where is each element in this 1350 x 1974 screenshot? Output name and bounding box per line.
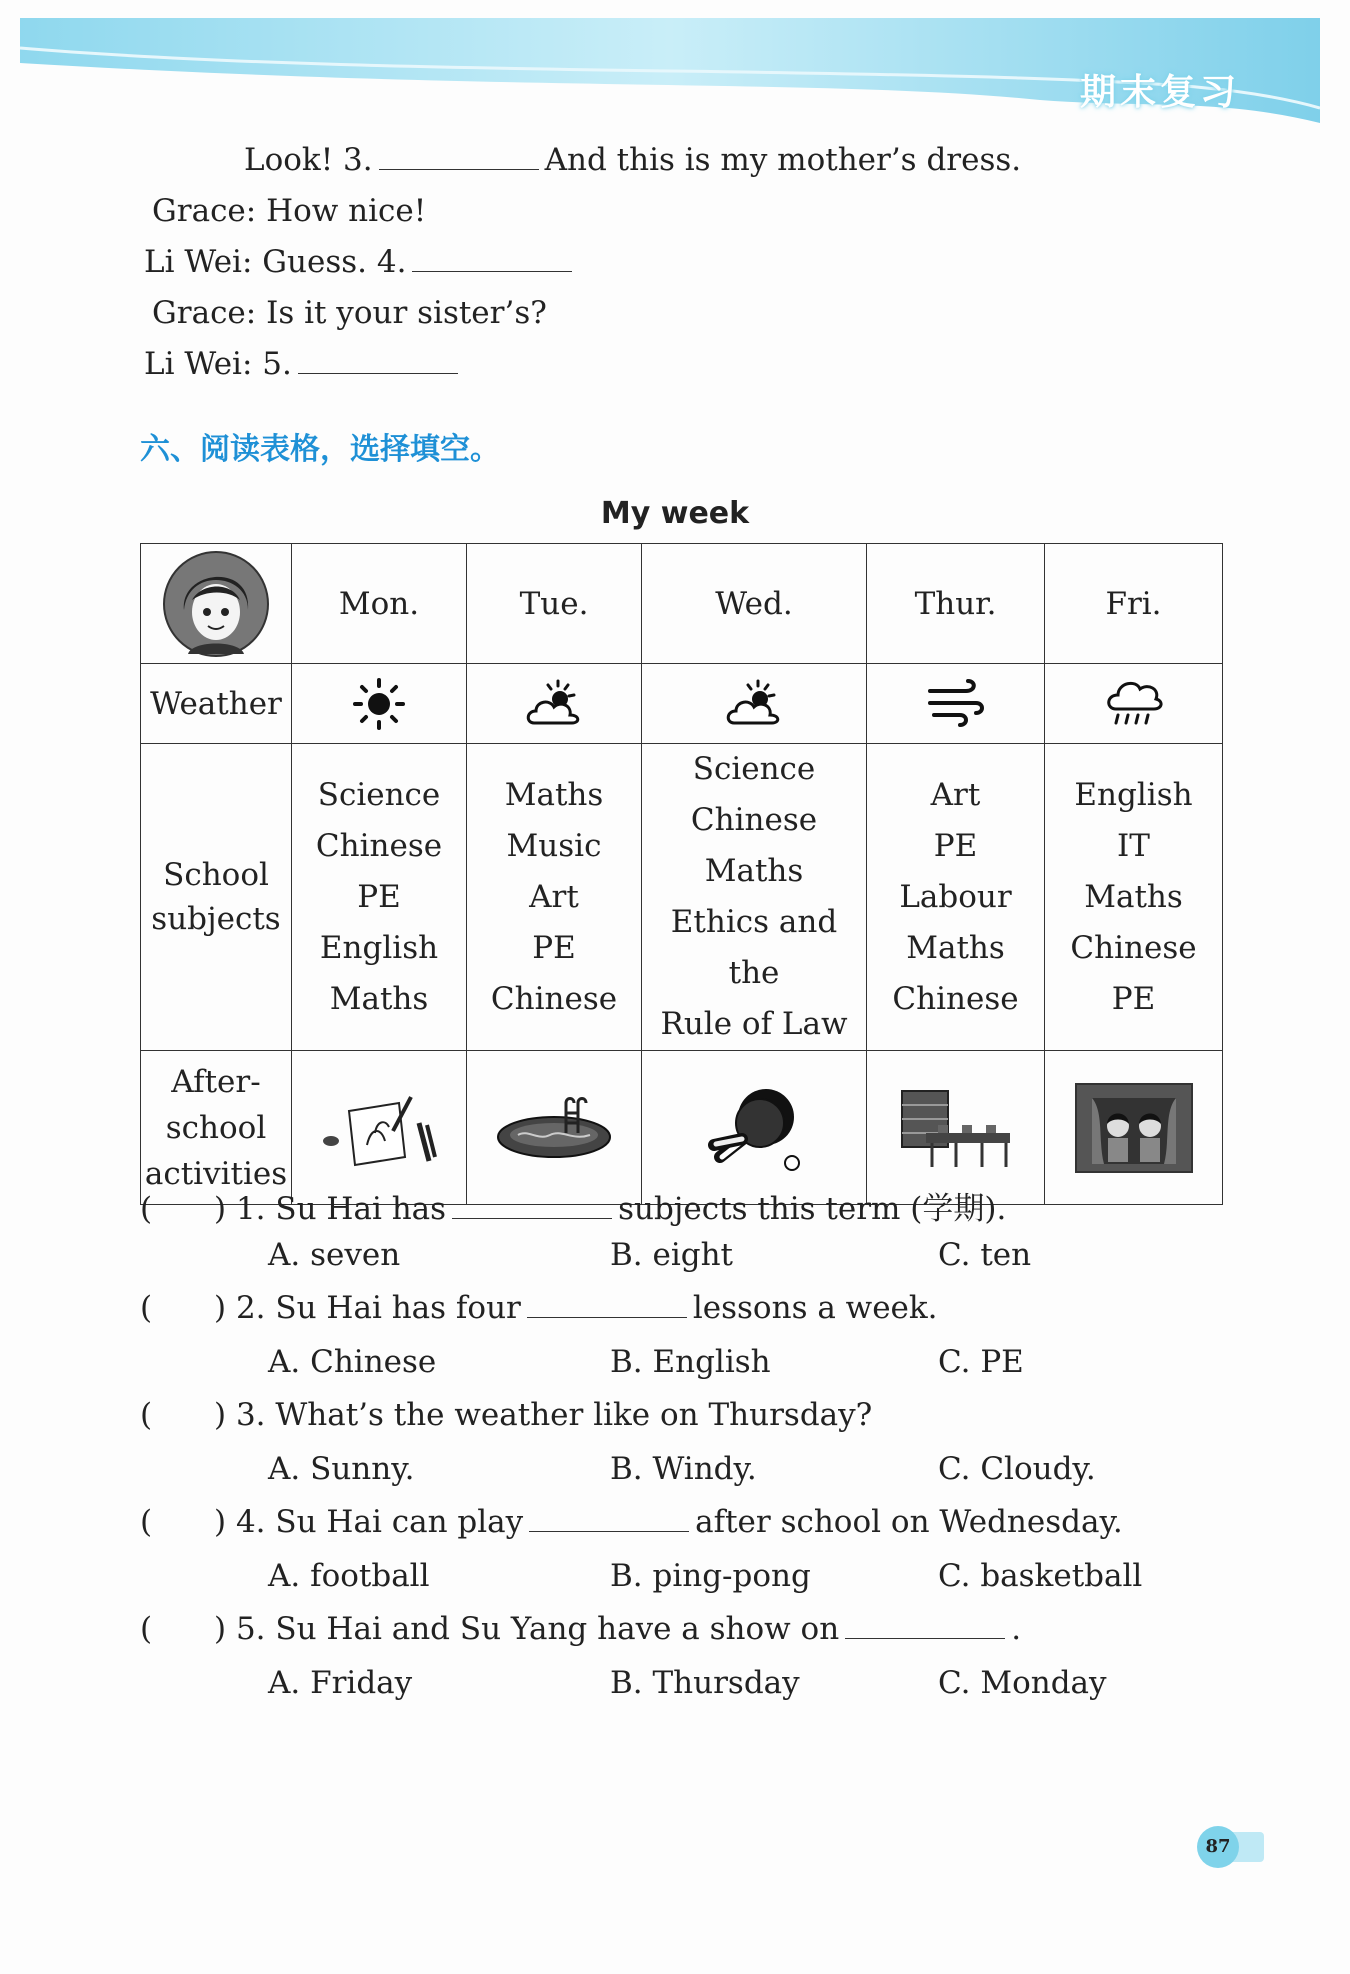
subject: Maths — [906, 929, 1005, 966]
day-header: Fri. — [1045, 544, 1223, 664]
activity-cell — [867, 1051, 1045, 1205]
avatar-cell — [141, 544, 292, 664]
dialogue-line-grace-1: Grace: How nice! — [152, 193, 427, 229]
section-title: 六、阅读表格，选择填空。 — [140, 432, 500, 467]
option[interactable]: C. ten — [938, 1237, 1032, 1273]
day-header: Wed. — [642, 544, 867, 664]
weather-cell — [642, 664, 867, 744]
show-icon — [1074, 1082, 1194, 1174]
subject: Chinese — [892, 980, 1019, 1017]
option[interactable]: C. PE — [938, 1344, 1024, 1380]
subject: PE — [933, 827, 978, 864]
answer-blank[interactable] — [529, 1505, 689, 1532]
subject: Science — [692, 751, 816, 787]
subjects-cell-fri — [1045, 744, 1223, 1051]
subjects-cell-wed — [642, 744, 867, 1051]
question-5: ( ) 5. Su Hai and Su Yang have a show on . — [140, 1611, 1022, 1647]
option[interactable]: B. English — [610, 1344, 771, 1380]
subjects-cell-mon — [292, 744, 467, 1051]
dialogue-line-3: Look! 3. And this is my mother’s dress. — [244, 142, 1022, 178]
windy-icon — [926, 677, 986, 731]
subject: English — [319, 929, 439, 966]
subjects-cell-tue — [467, 744, 642, 1051]
question-3: ( ) 3. What’s the weather like on Thursday? — [140, 1397, 873, 1433]
day-header: Thur. — [867, 544, 1045, 664]
activity-cell — [642, 1051, 867, 1205]
day-header: Mon. — [292, 544, 467, 664]
dialogue-line-grace-2: Grace: Is it your sister’s? — [152, 295, 547, 331]
rainy-icon — [1104, 675, 1164, 733]
subject: Music — [506, 827, 602, 864]
option[interactable]: A. Friday — [268, 1665, 413, 1701]
avatar — [162, 550, 270, 658]
subject: Rule of Law — [660, 1006, 848, 1042]
subject: Maths — [1084, 878, 1183, 915]
option[interactable]: C. Monday — [938, 1665, 1107, 1701]
subject: Chinese — [315, 827, 443, 864]
option[interactable]: A. Chinese — [268, 1344, 437, 1380]
option[interactable]: A. football — [268, 1558, 430, 1594]
cloudy-icon — [724, 677, 784, 731]
subject: English — [1074, 776, 1193, 813]
subject: Art — [930, 776, 981, 813]
subjects-cell-thu — [867, 744, 1045, 1051]
option[interactable]: C. basketball — [938, 1558, 1143, 1594]
day-header: Tue. — [467, 544, 642, 664]
option[interactable]: B. Windy. — [610, 1451, 757, 1487]
activity-cell — [467, 1051, 642, 1205]
weather-cell — [467, 664, 642, 744]
subject: IT — [1117, 827, 1150, 864]
option[interactable]: A. seven — [268, 1237, 401, 1273]
answer-blank[interactable] — [412, 245, 572, 272]
question-4: ( ) 4. Su Hai can play after school on Wednesday. — [140, 1504, 1123, 1540]
subject: Chinese — [690, 802, 818, 838]
header-title: 期末复习 — [1079, 72, 1240, 113]
weather-cell — [867, 664, 1045, 744]
library-icon — [896, 1083, 1016, 1173]
subject: PE — [357, 878, 401, 915]
option[interactable]: B. Thursday — [610, 1665, 800, 1701]
subject: Maths — [329, 980, 429, 1017]
question-1: ( ) 1. Su Hai has subjects this term (学期). — [140, 1191, 1007, 1227]
ping-pong-icon — [694, 1083, 814, 1173]
swimming-pool-icon — [494, 1093, 614, 1163]
answer-blank[interactable] — [527, 1291, 687, 1318]
table-title: My week — [600, 496, 750, 531]
activity-cell — [1045, 1051, 1223, 1205]
row-label-subjects: School subjects — [141, 744, 292, 1051]
answer-blank[interactable] — [845, 1612, 1005, 1639]
subject: Chinese — [1070, 929, 1197, 966]
subject: Science — [317, 776, 441, 813]
option[interactable]: B. eight — [610, 1237, 734, 1273]
subject: Maths — [704, 853, 804, 889]
question-2: ( ) 2. Su Hai has four lessons a week. — [140, 1290, 938, 1326]
cloudy-icon — [524, 677, 584, 731]
dialogue-line-4: Li Wei: Guess. 4. — [144, 244, 578, 280]
option[interactable]: C. Cloudy. — [938, 1451, 1096, 1487]
subject: PE — [1111, 980, 1156, 1017]
activity-cell — [292, 1051, 467, 1205]
dialogue-line-5: Li Wei: 5. — [144, 346, 464, 382]
subject: Maths — [504, 776, 604, 813]
page-number: 87 — [1197, 1826, 1239, 1868]
row-label-weather: Weather — [141, 664, 292, 744]
option[interactable]: A. Sunny. — [268, 1451, 415, 1487]
sunny-icon — [352, 677, 406, 731]
answer-blank[interactable] — [452, 1192, 612, 1219]
drawing-icon — [319, 1083, 439, 1173]
option[interactable]: B. ping-pong — [610, 1558, 811, 1594]
subject: Labour — [899, 878, 1012, 915]
row-label-activities: After- school activities — [141, 1051, 292, 1205]
subject: Ethics and the — [670, 904, 838, 991]
answer-blank[interactable] — [379, 143, 539, 170]
my-week-table — [140, 543, 1223, 1205]
weather-cell — [1045, 664, 1223, 744]
subject: PE — [532, 929, 576, 966]
subject: Chinese — [490, 980, 618, 1017]
weather-cell — [292, 664, 467, 744]
subject: Art — [529, 878, 579, 915]
answer-blank[interactable] — [298, 347, 458, 374]
